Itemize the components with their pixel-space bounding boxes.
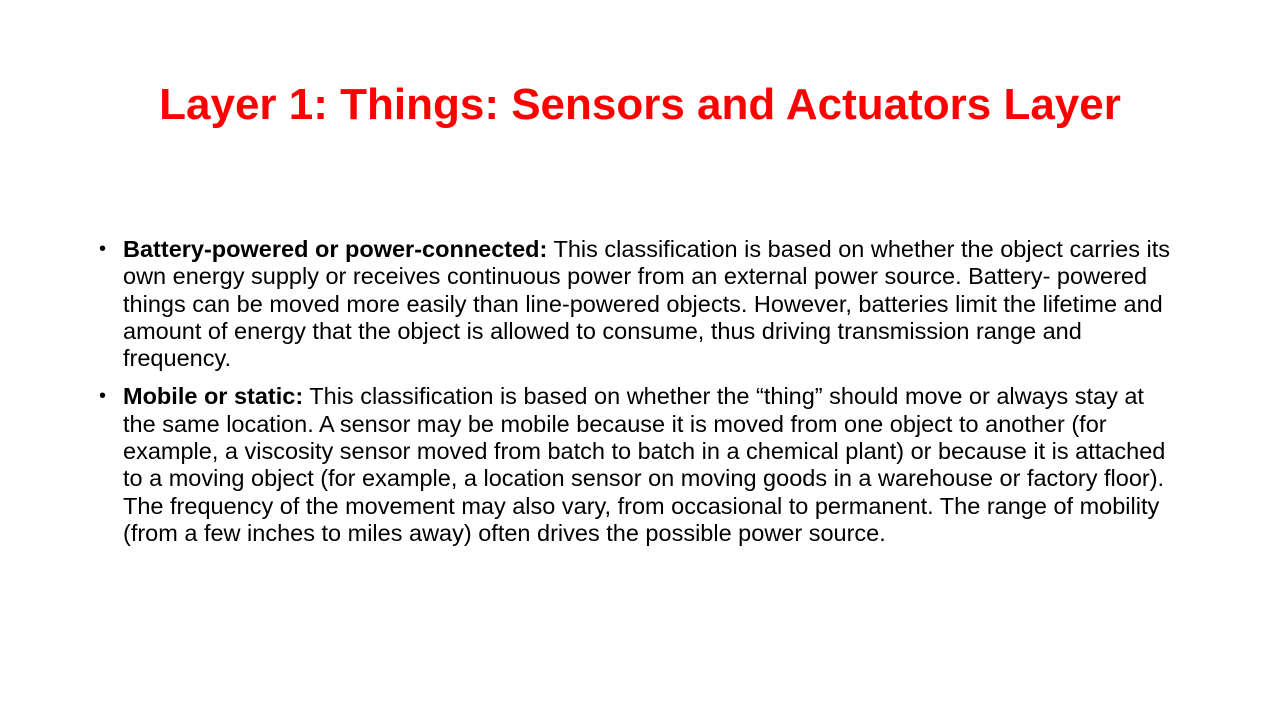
bullet-item-battery-powered — [96, 236, 1180, 372]
bullet-list — [96, 236, 1180, 558]
bullet-term: Mobile or static: — [123, 383, 304, 410]
bullet-dot-icon: • — [99, 238, 107, 260]
bullet-term: Battery-powered or power-connected: — [123, 236, 548, 262]
bullet-dot-icon: • — [99, 385, 107, 408]
slide-title: Layer 1: Things: Sensors and Actuators Layer — [159, 80, 1121, 129]
bullet-text: This classification is based on whether the “thing” should move or always stay at the same location. A sensor may be mobile because it is moved from one object to another (for example, a viscosity sensor moved from batch to batch in a chemical plant) or because it is attached to a moving object (for example, a location sensor on moving goods in a warehouse or factory floor). The frequency of the movement may also vary, from occasional to permanent. The range of mobility (from a few inches to miles away) often drives the possible power source. — [123, 383, 1166, 546]
bullet-text: This classification is based on whether the object carries its own energy supply or receives continuous power from an external power source. Battery- powered things can be moved more easily than line-powered objects. However, batteries limit the lifetime and amount of energy that the object is allowed to consume, thus driving transmission range and frequency. — [123, 236, 1170, 372]
bullet-item-mobile-or-static — [96, 383, 1180, 547]
